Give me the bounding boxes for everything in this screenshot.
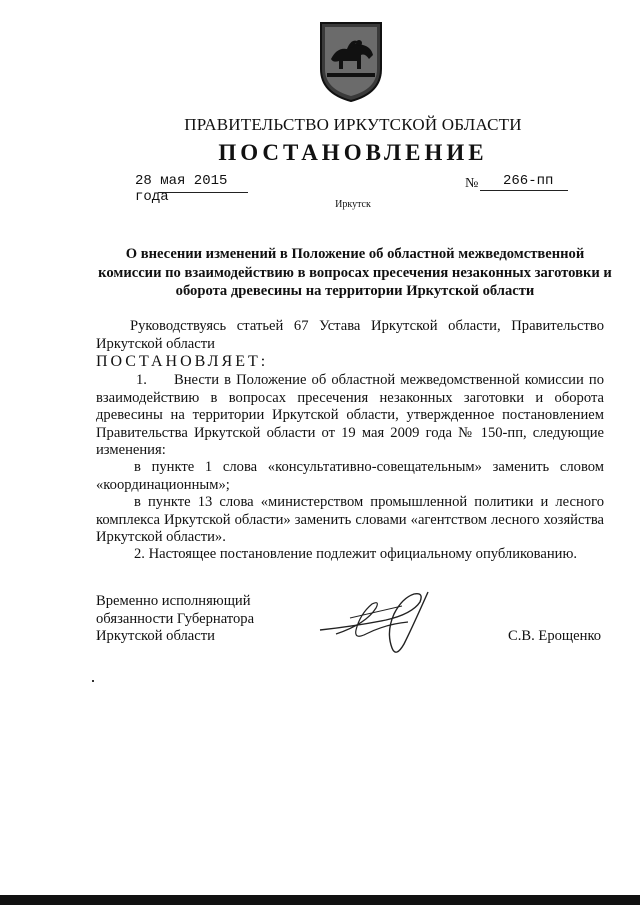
scan-speck: [92, 680, 94, 682]
signatory-position-line-3: Иркутской области: [96, 628, 215, 645]
organization-name: ПРАВИТЕЛЬСТВО ИРКУТСКОЙ ОБЛАСТИ: [184, 115, 522, 134]
document-number: 266-пп: [503, 173, 554, 189]
item-1-paragraph: [96, 372, 604, 460]
document-title: О внесении изменений в Положение об областной межведомственной комиссии по взаимодействию в вопросах пресечения незаконных заготовки и оборота древесины на территории Иркутской области: [98, 246, 612, 299]
intro-paragraph: Руководствуясь статьей 67 Устава Иркутской области, Правительство Иркутской области: [96, 318, 604, 352]
item-2-paragraph: 2. Настоящее постановление подлежит официальному опубликованию.: [134, 546, 578, 562]
signatory-position: [96, 593, 316, 646]
item-1-subparagraph-1: в пункте 1 слова «консультативно-совещательным» заменить словом «координационным»;: [96, 459, 604, 493]
scan-bottom-edge: [0, 895, 640, 905]
handwritten-signature: [316, 584, 442, 662]
signatory-position-line-1: Временно исполняющий: [96, 593, 251, 609]
date-underline: [158, 192, 248, 193]
city: Иркутск: [335, 199, 371, 210]
resolves-heading: ПОСТАНОВЛЯЕТ:: [96, 353, 269, 370]
item-1-subparagraph-2: в пункте 13 слова «министерством промышленной политики и лесного комплекса Иркутской области» заменить словами «агентством лесного хозяйства Иркутской области».: [96, 494, 604, 546]
number-sign: №: [465, 176, 479, 191]
item-1-number: 1.: [136, 372, 147, 388]
number-underline: [480, 190, 568, 191]
signatory-position-line-2: обязанности Губернатора: [96, 610, 255, 627]
document-date: 28 мая 2015 года: [135, 173, 228, 205]
signatory-name: С.В. Ерощенко: [508, 628, 602, 644]
document-type: ПОСТАНОВЛЕНИЕ: [218, 140, 488, 165]
item-1-text: Внести в Положение об областной межведомственной комиссии по взаимодействию в вопросах пресечения незаконных заготовки и оборота древесины на территории Иркутской области, утвержденное постановлением Правительства Иркутской области от 19 мая 2009 года № 150-пп, следующие изменения:: [96, 372, 604, 459]
coat-of-arms-icon: [317, 19, 385, 103]
